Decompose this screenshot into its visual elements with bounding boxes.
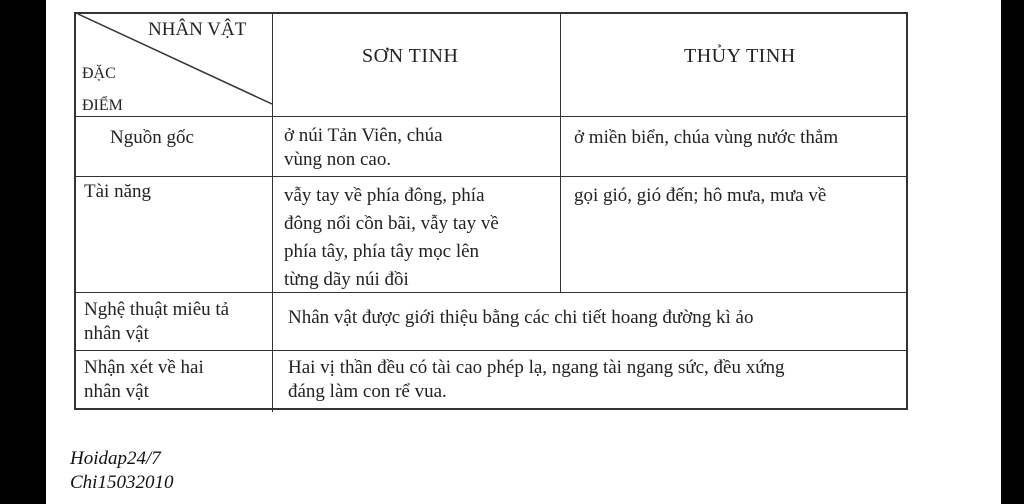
- row-label-art: Nghệ thuật miêu tả nhân vật: [84, 299, 230, 344]
- row-label-origin: Nguồn gốc: [110, 127, 194, 148]
- corner-header-character: NHÂN VẬT: [148, 19, 247, 40]
- art-description: Nhân vật được giới thiệu bằng các chi tiết hoang đường kì ảo: [288, 307, 754, 328]
- row-label-comment: Nhận xét về hai nhân vật: [84, 357, 204, 402]
- comment-description: Hai vị thần đều có tài cao phép lạ, ngang tài ngang sức, đều xứng đáng làm con rể vua.: [288, 357, 785, 402]
- row-label-talent: Tài năng: [84, 181, 152, 202]
- watermark-line-1: Hoidap24/7: [70, 448, 161, 469]
- son-tinh-header: SƠN TINH: [362, 45, 459, 67]
- corner-header-trait-2: ĐIỂM: [82, 97, 123, 114]
- column-divider: [560, 14, 561, 292]
- comparison-table: [74, 12, 908, 410]
- son-tinh-origin: ở núi Tản Viên, chúa vùng non cao.: [284, 125, 443, 170]
- row-divider: [76, 176, 906, 177]
- thuy-tinh-talent: gọi gió, gió đến; hô mưa, mưa về: [574, 185, 827, 206]
- thuy-tinh-header: THỦY TINH: [684, 45, 796, 67]
- son-tinh-talent: vẫy tay về phía đông, phía đông nổi cồn bãi, vẫy tay về phía tây, phía tây mọc lên từng dãy núi đồi: [284, 185, 499, 290]
- corner-header-trait-1: ĐẶC: [82, 65, 116, 82]
- watermark-line-2: Chi15032010: [70, 472, 174, 493]
- thuy-tinh-origin: ở miền biển, chúa vùng nước thẳm: [574, 127, 839, 148]
- row-divider: [76, 350, 906, 351]
